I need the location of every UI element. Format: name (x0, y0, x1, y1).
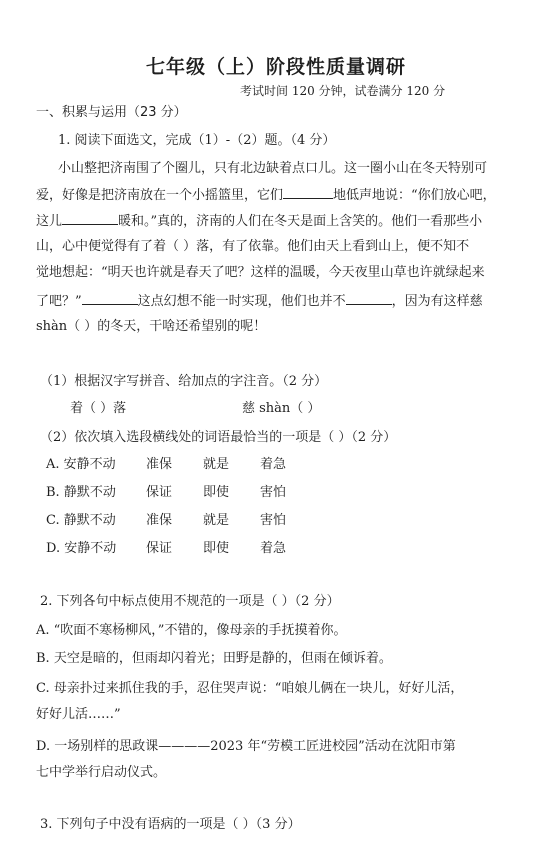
question-2-stem: 2. 下列各句中标点使用不规范的一项是（ ）（2 分） (40, 594, 340, 609)
pinyin-item-right: 慈 shàn（ ） (242, 401, 321, 416)
passage-line-1: 小山整把济南围了个圈儿，只有北边缺着点口儿。这一圈小山在冬天特别可 (58, 161, 488, 176)
option-word: 保证 (146, 541, 173, 556)
fill-blank[interactable] (346, 292, 392, 305)
option-word: 害怕 (260, 485, 287, 500)
option-row-c[interactable] (46, 512, 286, 530)
fill-blank[interactable] (82, 292, 138, 305)
question-2-option-d-cont: 七中学举行启动仪式。 (36, 765, 167, 780)
option-word: 即使 (203, 485, 230, 500)
page-subtitle: 考试时间 120 分钟，试卷满分 120 分 (240, 84, 446, 98)
option-label: A. 安静不动 (46, 457, 116, 472)
option-row-d[interactable] (46, 540, 286, 558)
passage-line-4: 山，心中便觉得有了着（ ）落，有了依靠。他们由天上看到山上，便不知不 (36, 239, 470, 254)
option-word: 着急 (260, 457, 287, 472)
passage-line-6 (36, 292, 483, 311)
option-word: 害怕 (260, 513, 287, 528)
option-label: B. 静默不动 (46, 485, 116, 500)
option-word: 保证 (146, 485, 173, 500)
question-2-option-c-cont: 好好儿活……” (36, 707, 121, 722)
passage-text: 暖和。”真的，济南的人们在冬天是面上含笑的。他们一看那些小 (118, 214, 483, 229)
option-word: 着急 (260, 541, 287, 556)
question-2-option-c[interactable]: C. 母亲扑过来抓住我的手，忍住哭声说：“咱娘儿俩在一块儿，好好儿活， (36, 681, 464, 696)
passage-text: 这儿 (36, 214, 63, 229)
option-word: 准保 (146, 513, 173, 528)
question-2-option-d[interactable]: D. 一场别样的思政课————2023 年“劳模工匠进校园”活动在沈阳市第 (36, 739, 456, 754)
passage-line-2 (36, 186, 496, 205)
option-label: C. 静默不动 (46, 513, 116, 528)
page-title: 七年级（上）阶段性质量调研 (145, 56, 406, 78)
passage-line-7: shàn（ ）的冬天，干啥还希望别的呢！ (36, 319, 267, 334)
passage-text: 这点幻想不能一时实现，他们也并不 (137, 294, 346, 309)
question-3-stem: 3. 下列句子中没有语病的一项是（ ）（3 分） (40, 817, 301, 832)
option-word: 准保 (146, 457, 173, 472)
question-2-option-a[interactable]: A. “吹面不寒杨柳风，”不错的，像母亲的手抚摸着你。 (36, 623, 347, 638)
question-2-option-b[interactable]: B. 天空是暗的，但雨却闪着光；田野是静的，但雨在倾诉着。 (36, 651, 392, 666)
option-word: 就是 (203, 457, 230, 472)
option-label: D. 安静不动 (46, 541, 117, 556)
subquestion-1: （1）根据汉字写拼音、给加点的字注音。（2 分） (40, 374, 328, 389)
passage-text: 地低声地说：“你们放心吧， (333, 188, 496, 203)
subquestion-2: （2）依次填入选段横线处的词语最恰当的一项是（ ）（2 分） (40, 430, 397, 445)
option-word: 即使 (203, 541, 230, 556)
option-row-b[interactable] (46, 484, 286, 502)
passage-text: 了吧？” (36, 294, 82, 309)
passage-text: 爱，好像是把济南放在一个小摇篮里，它们 (36, 188, 284, 203)
section-heading: 一、积累与运用（23 分） (36, 105, 187, 120)
passage-line-5: 觉地想起：“明天也许就是春天了吧？这样的温暖，今天夜里山草也许就绿起来 (36, 265, 485, 280)
question-1-stem: 1. 阅读下面选文，完成（1）-（2）题。（4 分） (58, 133, 336, 148)
fill-blank[interactable] (283, 186, 333, 199)
passage-line-3 (36, 212, 482, 231)
passage-text: ，因为有这样慈 (391, 294, 483, 309)
option-row-a[interactable] (46, 456, 286, 474)
fill-blank[interactable] (62, 212, 118, 225)
option-word: 就是 (203, 513, 230, 528)
pinyin-item-left: 着（ ）落 (70, 401, 127, 416)
